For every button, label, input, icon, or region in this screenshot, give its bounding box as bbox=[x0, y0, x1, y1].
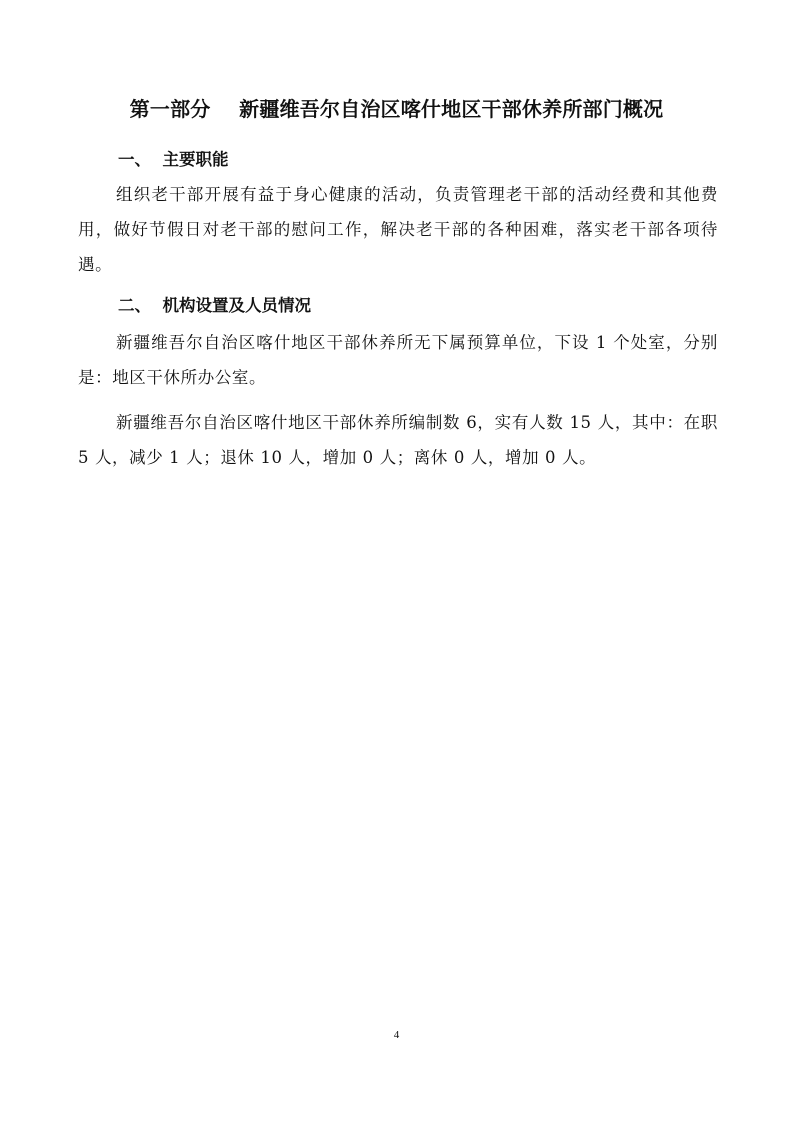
document-title: 第一部分 新疆维吾尔自治区喀什地区干部休养所部门概况 bbox=[129, 97, 664, 121]
section-heading-organization: 二、 机构设置及人员情况 bbox=[118, 296, 311, 315]
page-number: 4 bbox=[393, 1029, 400, 1041]
section-heading-main-functions: 一、 主要职能 bbox=[118, 150, 229, 169]
paragraph-organization-units: 新疆维吾尔自治区喀什地区干部休养所无下属预算单位，下设 1 个处室，分别是：地区干休所办公室。 bbox=[78, 333, 718, 387]
paragraph-staffing: 新疆维吾尔自治区喀什地区干部休养所编制数 6，实有人数 15 人，其中：在职 5 人，减少 1 人；退休 10 人，增加 0 人；离休 0 人，增加 0 人。 bbox=[78, 413, 718, 467]
paragraph-main-functions: 组织老干部开展有益于身心健康的活动，负责管理老干部的活动经费和其他费用，做好节假日对老干部的慰问工作，解决老干部的各种困难，落实老干部各项待遇。 bbox=[78, 185, 718, 274]
